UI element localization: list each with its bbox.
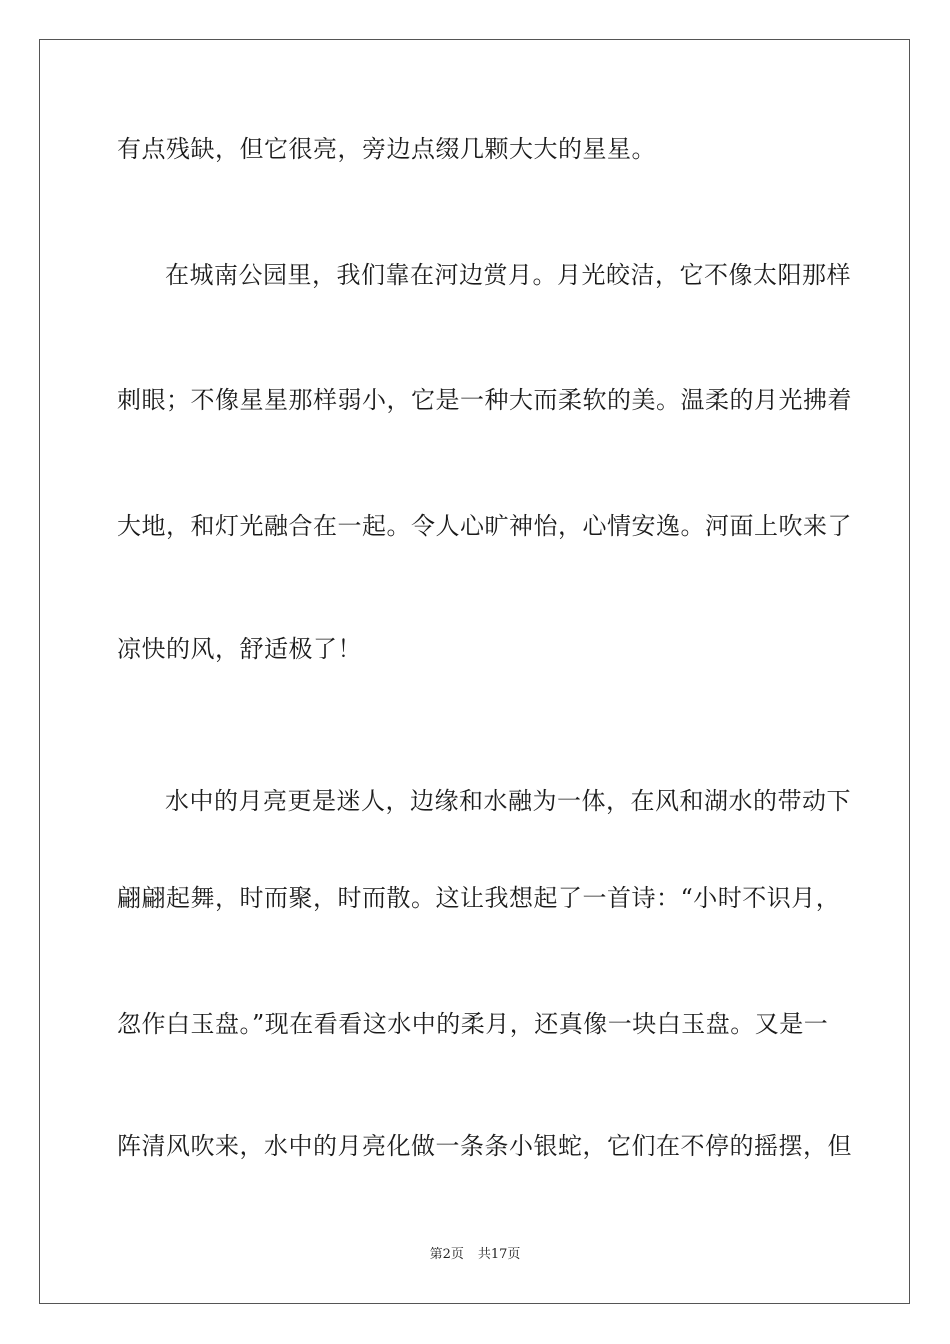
text-line: 刺眼；不像星星那样弱小，它是一种大而柔软的美。温柔的月光拂着: [117, 386, 852, 414]
text-line: 水中的月亮更是迷人，边缘和水融为一体，在风和湖水的带动下: [165, 787, 851, 815]
text-line: 在城南公园里，我们靠在河边赏月。月光皎洁，它不像太阳那样: [165, 261, 851, 289]
page-border: [39, 39, 910, 1304]
page-number: 第2页: [429, 1247, 464, 1262]
text-line: 大地，和灯光融合在一起。令人心旷神怡，心情安逸。河面上吹来了: [117, 512, 852, 540]
page-total: 共17页: [477, 1247, 521, 1262]
text-line: 翩翩起舞，时而聚，时而散。这让我想起了一首诗：“小时不识月，: [117, 884, 841, 912]
page-footer: [0, 1246, 950, 1264]
text-line: 凉快的风，舒适极了！: [117, 635, 362, 663]
text-line: 忽作白玉盘。”现在看看这水中的柔月，还真像一块白玉盘。又是一: [117, 1010, 829, 1038]
text-line: 有点残缺，但它很亮，旁边点缀几颗大大的星星。: [117, 135, 656, 163]
text-line: 阵清风吹来，水中的月亮化做一条条小银蛇，它们在不停的摇摆，但: [117, 1132, 852, 1160]
